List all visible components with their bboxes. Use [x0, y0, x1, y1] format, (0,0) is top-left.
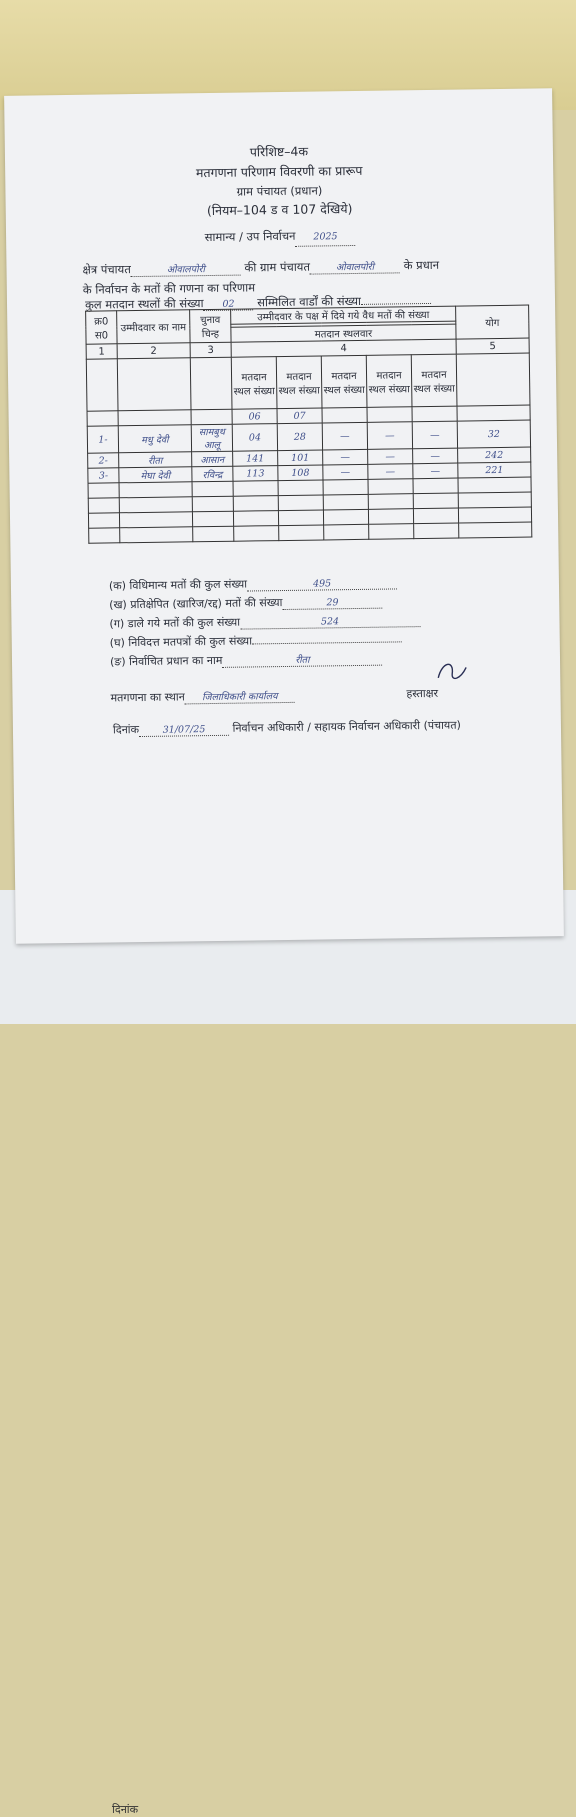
table-row-total: 32: [457, 420, 530, 448]
blank-cell: [89, 528, 120, 543]
blank-cell: [233, 481, 278, 497]
elected-line: [110, 650, 421, 673]
table-row-v5: —: [413, 448, 458, 464]
table-row-total: 221: [458, 462, 531, 478]
col-name-header: उम्मीदवार का नाम: [117, 310, 190, 344]
blank-cell: [88, 513, 119, 528]
sub-col-5: मतदान स्थल संख्या: [411, 354, 457, 407]
col-votes-header: उम्मीदवार के पक्ष में दिये गये वैध मतों की संख्या: [231, 306, 456, 324]
table-row-v1: 04: [232, 424, 277, 452]
blank-cell: [368, 494, 413, 510]
gram-value: ओवालपोरी: [335, 261, 375, 274]
num-3: 3: [190, 342, 231, 358]
cast-votes-label: (ग) डाले गये मतों की कुल संख्या: [109, 615, 241, 631]
officer-label: निर्वाचन अधिकारी / सहायक निर्वाचन अधिकारी (पंचायत): [232, 718, 461, 735]
blank-cell: [368, 509, 413, 525]
place-line: [110, 688, 294, 706]
rejected-votes-value: 29: [326, 597, 339, 609]
blank-cell: [190, 357, 232, 410]
place-value: जिलाधिकारी कार्यालय: [201, 691, 278, 704]
table-row-v3: —: [323, 464, 368, 480]
wards-label: सम्मिलित वार्डों की संख्या: [257, 293, 362, 310]
station-no-3: [322, 407, 367, 423]
table-row-v4: —: [368, 449, 413, 465]
table-row-v3: —: [323, 449, 368, 465]
polling-count-label: कुल मतदान स्थलों की संख्या: [84, 296, 204, 312]
blank-cell: [233, 496, 278, 512]
blank-cell: [120, 527, 193, 543]
blank-cell: [369, 524, 414, 540]
table-row-name: रीता: [119, 452, 192, 468]
table-row-symbol: आसान: [192, 451, 233, 467]
num-2: 2: [117, 343, 190, 359]
kshetra-value: ओवालपोरी: [166, 264, 205, 276]
blank-cell: [233, 511, 278, 527]
results-table: [85, 305, 532, 544]
form-sheet: [4, 88, 564, 944]
blank-cell: [192, 496, 233, 512]
blank-cell: [88, 498, 119, 513]
blank-cell: [191, 409, 232, 425]
blank-cell: [119, 512, 192, 528]
table-row-v5: —: [412, 421, 457, 449]
blank-cell: [192, 481, 233, 497]
table-row-name: मधु देवी: [118, 425, 191, 453]
form-title: मतगणना परिणाम विवरणी का प्रारूप: [195, 162, 363, 181]
blank-cell: [87, 411, 118, 426]
election-year: 2025: [313, 231, 338, 243]
sub-col-3: मतदान स्थल संख्या: [321, 355, 367, 408]
table-row-v1: 141: [233, 451, 278, 467]
kshetra-line: [82, 258, 439, 278]
blank-cell: [413, 478, 458, 494]
rejected-votes-label: (ख) प्रतिक्षेपित (खारिज/रद्द) मतों की संख्या: [109, 596, 283, 612]
blank-cell: [456, 353, 530, 406]
station-no-2: 07: [277, 408, 322, 424]
pradhan-label: के प्रधान: [403, 257, 440, 273]
table-row-sno: 3-: [88, 468, 119, 483]
blank-cell: [119, 497, 192, 513]
summary-list: [109, 574, 421, 673]
signature-mark: [432, 657, 472, 686]
date-line: [113, 718, 461, 738]
blank-cell: [459, 522, 532, 538]
blank-cell: [119, 482, 192, 498]
polling-count-value: 02: [222, 298, 235, 310]
blank-cell: [192, 511, 233, 527]
election-type-line: [6, 224, 554, 251]
blank-cell: [458, 477, 531, 493]
under-sheet-date-label: दिनांक: [112, 1803, 139, 1816]
blank-cell: [88, 483, 119, 498]
table-row-sno: 1-: [87, 426, 118, 453]
table-row-symbol: रविन्द्र: [192, 466, 233, 482]
table-row-total: 242: [458, 447, 531, 463]
station-wise-header: मतदान स्थलवार: [231, 324, 456, 342]
table-row-sno: 2-: [88, 453, 119, 468]
num-4: 4: [231, 339, 456, 357]
blank-cell: [193, 526, 234, 542]
station-no-5: [412, 406, 457, 422]
gram-label: की ग्राम पंचायत: [244, 259, 311, 275]
place-label: मतगणना का स्थान: [110, 690, 185, 705]
heading-line: के निर्वाचन के मतों की गणना का परिणाम: [82, 280, 256, 297]
blank-cell: [278, 480, 323, 496]
blank-cell: [368, 479, 413, 495]
sub-col-1: मतदान स्थल संख्या: [231, 357, 277, 410]
blank-cell: [323, 494, 368, 510]
blank-cell: [234, 526, 279, 542]
election-type-label: सामान्य / उप निर्वाचन: [204, 228, 296, 245]
table-row-v5: —: [413, 463, 458, 479]
blank-cell: [323, 479, 368, 495]
col-sno-header: क्र0 स0: [86, 311, 117, 344]
station-no-4: [367, 407, 412, 423]
sub-col-2: मतदान स्थल संख्या: [276, 356, 322, 409]
table-row-v1: 113: [233, 466, 278, 482]
blank-cell: [324, 524, 369, 540]
blank-cell: [458, 492, 531, 508]
blank-cell: [118, 410, 191, 426]
col-total-header: योग: [456, 305, 529, 339]
col-symbol-header: चुनाव चिन्ह: [190, 309, 231, 343]
date-label: दिनांक: [112, 723, 140, 737]
sub-col-4: मतदान स्थल संख्या: [366, 355, 412, 408]
date-value: 31/07/25: [162, 724, 206, 736]
num-5: 5: [456, 338, 529, 354]
cast-votes-value: 524: [320, 616, 340, 628]
table-row-name: मेघा देवी: [119, 467, 192, 483]
blank-cell: [86, 359, 118, 411]
table-row-v3: —: [322, 422, 367, 450]
table-row-v4: —: [368, 464, 413, 480]
elected-value: रीता: [295, 654, 310, 666]
blank-cell: [413, 493, 458, 509]
blank-cell: [458, 507, 531, 523]
blank-cell: [279, 525, 324, 541]
blank-cell: [323, 509, 368, 525]
blank-cell: [414, 523, 459, 539]
table-row-v2: 28: [277, 423, 322, 451]
tendered-label: (घ) निविदत्त मतपत्रों की कुल संख्या: [109, 634, 253, 650]
table-row-v2: 101: [278, 450, 323, 466]
station-no-1: 06: [232, 409, 277, 425]
elected-label: (ङ) निर्वाचित प्रधान का नाम: [109, 653, 223, 669]
num-1: 1: [86, 344, 117, 359]
form-subtitle: ग्राम पंचायत (प्रधान): [236, 183, 323, 199]
table-row-v2: 108: [278, 465, 323, 481]
valid-votes-label: (क) विधिमान्य मतों की कुल संख्या: [108, 577, 248, 593]
appendix-label: परिशिष्ट–4क: [249, 143, 309, 160]
kshetra-label: क्षेत्र पंचायत: [82, 262, 131, 277]
blank-cell: [413, 508, 458, 524]
blank-cell: [457, 405, 530, 421]
form-rules: (नियम–104 ड व 107 देखिये): [206, 201, 353, 219]
table-row-symbol: सामबुथ आलू: [191, 424, 232, 452]
valid-votes-value: 495: [312, 578, 332, 590]
blank-cell: [278, 495, 323, 511]
signature-label: हस्ताक्षर: [406, 686, 439, 701]
table-row-v4: —: [367, 422, 412, 450]
blank-cell: [117, 358, 191, 411]
blank-cell: [278, 510, 323, 526]
